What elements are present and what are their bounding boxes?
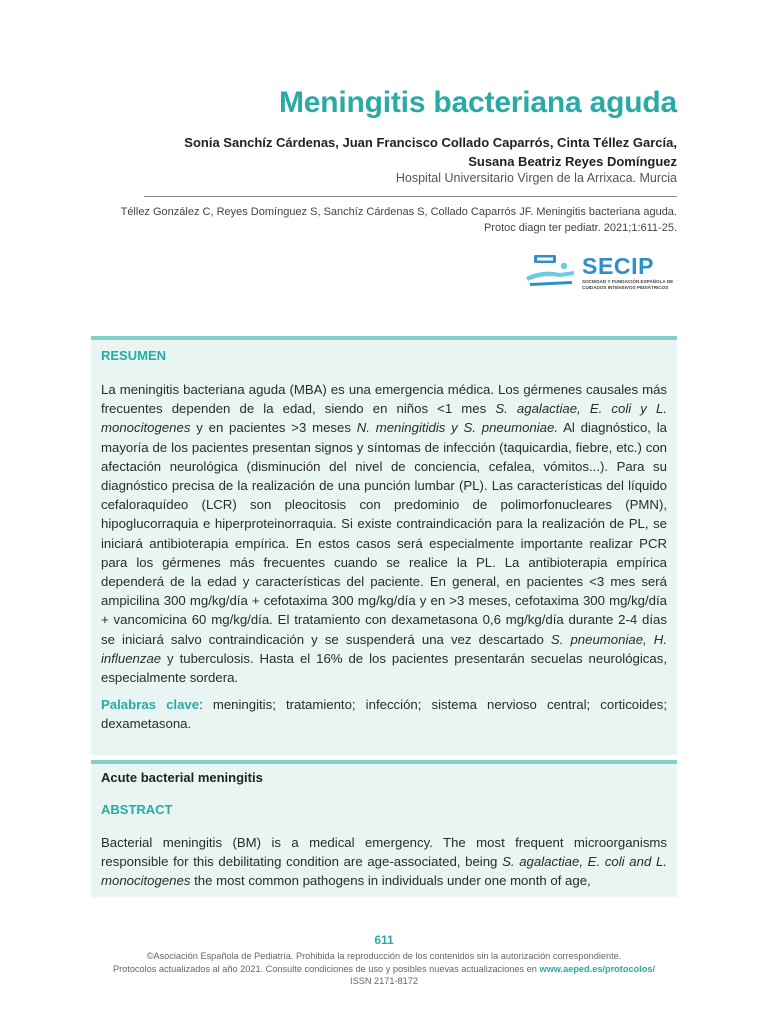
resumen-italic-1: S. agalactiae, E. coli y L. monocitogenes <box>101 401 667 436</box>
authors-line-1: Sonia Sanchíz Cárdenas, Juan Francisco Collado Caparrós, Cinta Téllez García, <box>184 135 677 150</box>
logo-subtitle-line-2: CUIDADOS INTENSIVOS PEDIÁTRICOS <box>582 284 669 290</box>
resumen-body <box>101 380 667 687</box>
citation <box>117 204 677 236</box>
resumen-text-1: La meningitis bacteriana aguda (MBA) es una emergencia médica. Los gérmenes causales más frecuentes dependen de la edad, siendo en niños <1 mes <box>101 382 667 417</box>
logo-subtitle-line-1: SOCIEDAD Y FUNDACIÓN ESPAÑOLA DE <box>582 279 674 284</box>
logo-subtitle <box>582 279 682 290</box>
keywords-list: : meningitis; tratamiento; infección; sistema nervioso central; corticoides; dexametasona. <box>101 697 667 732</box>
footer-update-note <box>0 963 768 976</box>
citation-line-2: Protoc diagn ter pediatr. 2021;1:611-25. <box>483 222 677 234</box>
resumen-heading: RESUMEN <box>101 348 167 363</box>
secip-logo <box>524 253 680 291</box>
affiliation: Hospital Universitario Virgen de la Arrixaca. Murcia <box>395 171 677 185</box>
citation-line-1: Téllez González C, Reyes Domínguez S, Sanchíz Cárdenas S, Collado Caparrós JF. Meningitis bacteriana aguda. <box>120 206 677 218</box>
abstract-body <box>101 833 667 891</box>
abstract-box <box>91 760 677 897</box>
abstract-text-2: the most common pathogens in individuals under one month of age, <box>190 873 591 889</box>
footer-issn: ISSN 2171-8172 <box>350 976 418 986</box>
abstract-heading: ABSTRACT <box>101 802 173 817</box>
page-footer <box>0 950 768 988</box>
authors-line-2: Susana Beatriz Reyes Domínguez <box>468 154 677 169</box>
abstract-english-title: Acute bacterial meningitis <box>101 770 263 785</box>
resumen-italic-3: S. pneumoniae, H. influenzae <box>101 631 667 666</box>
resumen-box <box>91 336 677 755</box>
resumen-text-3: Al diagnóstico, la mayoría de los pacientes presentan signos y síntomas de infección (taquicardia, fiebre, etc.) con afectación neurológica (disminución del nivel de conciencia, cefalea, vómitos...). Para su diagnóstico precisa de la realización de una punción lumbar (PL). Las características del líquido cefaloraquídeo (LCR) son pleocitosis con predominio de polimorfonucleares (PMN), hipoglucorraquia e hiperproteinorraquia. Si existe contraindicación para la realización de PL, se iniciará antibioterapia empírica. En estos casos será especialmente importante realizar PCR para los gérmenes más frecuentes cuando se realice la PL. La antibioterapia empírica dependerá de la edad y características del paciente. En general, en pacientes <3 mes será ampicilina 300 mg/kg/día + cefotaxima 300 mg/kg/día y en >3 meses, cefotaxima 300 mg/kg/día + vancomicina 60 mg/kg/día. El tratamiento con dexametasona 0,6 mg/kg/día durante 2-4 días se iniciará salvo contraindicación y se suspenderá una vez descartado <box>101 420 668 647</box>
author-list <box>117 133 677 171</box>
logo-wordmark: SECIP <box>582 253 655 279</box>
footer-update-text: Protocolos actualizados al año 2021. Consulte condiciones de uso y posibles nuevas actualizaciones en <box>112 963 540 974</box>
keywords <box>101 695 667 733</box>
header-divider <box>144 196 677 197</box>
footer-copyright: ©Asociación Española de Pediatría. Prohibida la reproducción de los contenidos sin la autorización correspondiente. <box>146 951 622 961</box>
secip-logo-icon <box>524 253 578 291</box>
resumen-text-4: y tuberculosis. Hasta el 16% de los pacientes presentarán secuelas neurológicas, especialmente sordera. <box>101 650 667 686</box>
page-number: 611 <box>374 933 394 947</box>
keywords-label: Palabras clave <box>101 697 200 713</box>
resumen-text-2: y en pacientes >3 meses <box>190 420 357 436</box>
article-title: Meningitis bacteriana aguda <box>278 86 677 119</box>
footer-link[interactable]: www.aeped.es/protocolos/ <box>539 963 656 974</box>
abstract-text-1: Bacterial meningitis (BM) is a medical emergency. The most frequent microorganisms responsible for this debilitating condition are age-associated, being <box>101 835 667 870</box>
abstract-italic-1: S. agalactiae, E. coli and L. monocitogenes <box>101 854 667 889</box>
resumen-italic-2: N. meningitidis y S. pneumoniae. <box>356 420 559 436</box>
